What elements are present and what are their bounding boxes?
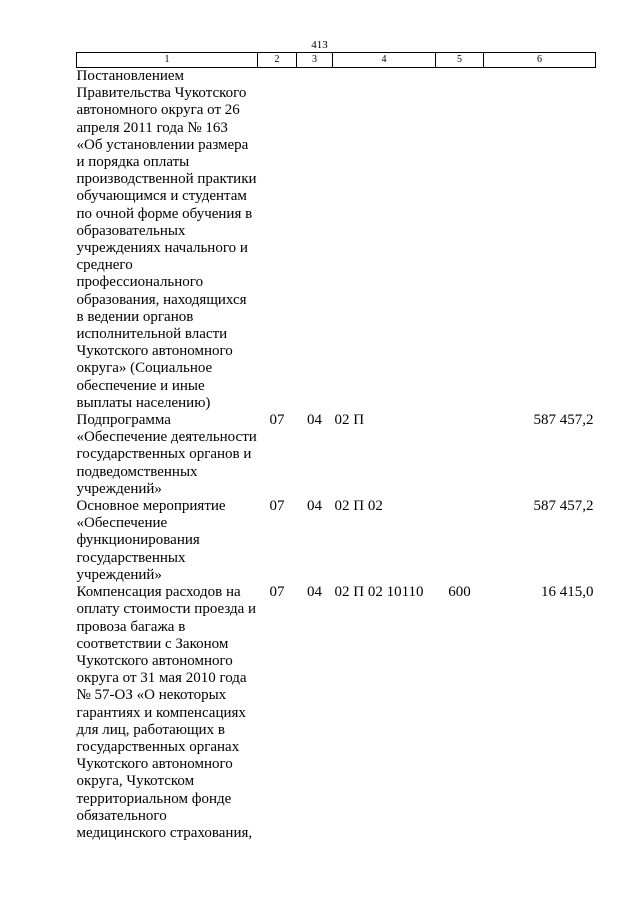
row-description: Компенсация расходов на оплату стоимости проезда и провоза багажа в соответствии с Законом Чукотского автономного округа от 31 мая 2010 года № 57-ОЗ «О некоторых гарантиях и компенсациях для лиц, работающих в государственных органах Чукотского автономного округа, Чукотском территориальном фонде обязательного медицинского страхования, (76, 584, 257, 841)
column-header-2: 2 (258, 53, 297, 68)
column-header-6: 6 (484, 53, 596, 68)
row-amount: 16 415,0 (541, 584, 594, 601)
row-expense-type: 600 (448, 584, 471, 601)
row-expense-type (436, 412, 484, 498)
row-subsection: 04 (307, 498, 322, 515)
column-header-5: 5 (436, 53, 484, 68)
row-section: 07 (269, 498, 285, 515)
budget-table (76, 52, 596, 842)
page-number: 413 (311, 39, 328, 51)
row-subsection: 04 (307, 584, 322, 601)
row-target-article: 02 П 02 (334, 498, 383, 515)
table-row (77, 498, 596, 584)
row-amount: 587 457,2 (533, 412, 594, 429)
column-header-3: 3 (297, 53, 333, 68)
table-row (77, 68, 596, 413)
row-section: 07 (269, 584, 285, 601)
row-target-article (333, 68, 436, 413)
row-description: Основное мероприятие «Обеспечение функционирования государственных учреждений» (76, 498, 226, 583)
table-row (77, 584, 596, 842)
row-description: Постановлением Правительства Чукотского автономного округа от 26 апреля 2011 года № 163 «Об установлении размера и порядка оплаты производственной практики обучающимся и студентам по очной форме обучения в образовательных учреждениях начального и среднего профессионального образования, находящихся в ведении органов исполнительной власти Чукотского автономного округа» (Социальное обеспечение и иные выплаты населению) (76, 68, 257, 411)
row-amount: 587 457,2 (533, 498, 594, 515)
row-expense-type (436, 68, 484, 413)
row-description: Подпрограмма «Обеспечение деятельности государственных органов и подведомственных учреждений» (76, 412, 257, 497)
column-header-1: 1 (77, 53, 258, 68)
row-subsection (297, 68, 333, 413)
row-section: 07 (269, 412, 285, 429)
row-amount (484, 68, 596, 413)
column-header-4: 4 (333, 53, 436, 68)
column-number-header (77, 53, 596, 68)
row-target-article: 02 П (334, 412, 365, 429)
table-row (77, 412, 596, 498)
row-target-article: 02 П 02 10110 (334, 584, 424, 601)
row-section (258, 68, 297, 413)
row-subsection: 04 (307, 412, 322, 429)
row-expense-type (436, 498, 484, 584)
